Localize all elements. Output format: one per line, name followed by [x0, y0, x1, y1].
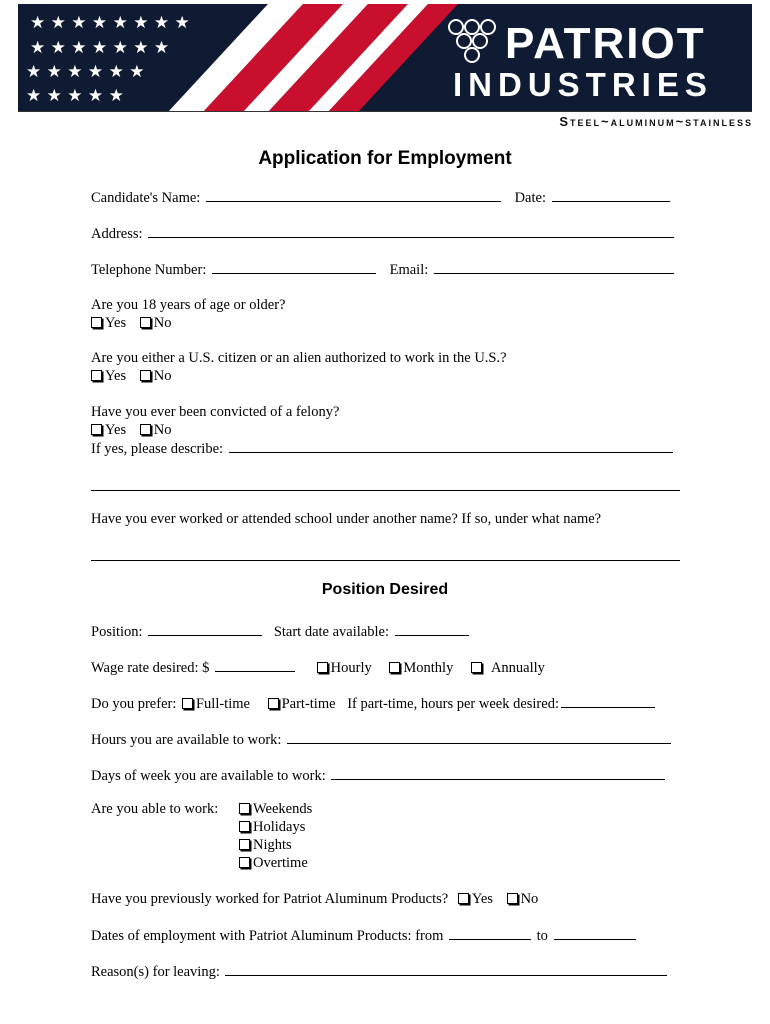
svg-text:★ ★ ★ ★ ★ ★: ★ ★ ★ ★ ★ ★	[26, 62, 145, 82]
annually-checkbox[interactable]	[471, 662, 482, 673]
position-field[interactable]	[148, 622, 262, 636]
hours-available-row	[91, 730, 673, 749]
previously-worked-no-checkbox[interactable]	[507, 893, 518, 904]
part-time-checkbox[interactable]	[268, 698, 279, 709]
hours-available-label: Hours you are available to work:	[91, 732, 282, 748]
citizen-question: Are you either a U.S. citizen or an alien authorized to work in the U.S.?	[91, 350, 507, 366]
position-label: Position:	[91, 624, 143, 640]
overtime-checkbox[interactable]	[239, 857, 250, 868]
citizen-no-label: No	[153, 368, 172, 384]
full-time-checkbox[interactable]	[182, 698, 193, 709]
age-yes-checkbox[interactable]	[91, 317, 102, 328]
section-title-position: Position Desired	[321, 581, 449, 598]
citizen-yes-checkbox[interactable]	[91, 370, 102, 381]
email-label: Email:	[389, 262, 429, 278]
previously-worked-row	[91, 890, 538, 908]
age-options	[91, 314, 171, 332]
candidate-name-label: Candidate's Name:	[91, 190, 201, 206]
holidays-checkbox[interactable]	[239, 821, 250, 832]
monthly-label: Monthly	[403, 660, 454, 676]
telephone-row	[91, 260, 676, 279]
age-question: Are you 18 years of age or older?	[91, 297, 286, 313]
address-row	[91, 224, 676, 243]
holidays-label: Holidays	[253, 819, 306, 835]
overtime-label: Overtime	[253, 855, 308, 871]
candidate-name-field[interactable]	[206, 188, 501, 202]
wage-field[interactable]	[215, 658, 295, 672]
logo-industries: INDUSTRIES	[453, 66, 713, 103]
candidate-name-row	[91, 188, 672, 207]
wage-label: Wage rate desired: $	[91, 660, 210, 676]
part-time-hours-field[interactable]	[561, 694, 655, 708]
hours-available-field[interactable]	[287, 730, 671, 744]
previously-worked-label: Have you previously worked for Patriot Aluminum Products?	[91, 891, 449, 907]
date-field[interactable]	[552, 188, 670, 202]
part-time-label: Part-time	[281, 696, 336, 712]
reasons-leaving-row	[91, 962, 669, 981]
page-title: Application for Employment	[258, 148, 512, 169]
previously-worked-yes-checkbox[interactable]	[458, 893, 469, 904]
header-divider	[18, 111, 752, 112]
felony-describe-label: If yes, please describe:	[91, 441, 224, 457]
felony-no-checkbox[interactable]	[140, 424, 151, 435]
email-field[interactable]	[434, 260, 674, 274]
telephone-field[interactable]	[212, 260, 376, 274]
age-no-label: No	[153, 315, 172, 331]
address-label: Address:	[91, 226, 143, 242]
felony-describe-line-2[interactable]	[91, 490, 680, 491]
felony-describe-field[interactable]	[229, 439, 673, 453]
telephone-label: Telephone Number:	[91, 262, 207, 278]
felony-options	[91, 421, 171, 439]
part-time-hours-label: If part-time, hours per week desired:	[347, 696, 559, 712]
svg-text:★ ★ ★ ★ ★: ★ ★ ★ ★ ★	[26, 86, 124, 106]
dates-employment-label: Dates of employment with Patriot Aluminum Products: from	[91, 928, 444, 944]
overtime-option	[239, 854, 308, 872]
nights-option	[239, 836, 292, 854]
position-row	[91, 622, 471, 641]
citizen-options	[91, 367, 171, 385]
to-label: to	[536, 928, 548, 944]
svg-text:★ ★ ★ ★ ★ ★ ★: ★ ★ ★ ★ ★ ★ ★	[30, 38, 170, 58]
dates-employment-row	[91, 926, 638, 945]
prefer-label: Do you prefer:	[91, 696, 177, 712]
employment-to-field[interactable]	[554, 926, 636, 940]
reasons-leaving-label: Reason(s) for leaving:	[91, 964, 220, 980]
date-label: Date:	[514, 190, 546, 206]
age-no-checkbox[interactable]	[140, 317, 151, 328]
felony-yes-checkbox[interactable]	[91, 424, 102, 435]
other-name-question: Have you ever worked or attended school under another name? If so, under what name?	[91, 511, 602, 527]
monthly-checkbox[interactable]	[389, 662, 400, 673]
full-time-label: Full-time	[195, 696, 250, 712]
felony-describe-row	[91, 439, 675, 458]
reasons-leaving-field[interactable]	[225, 962, 667, 976]
weekends-checkbox[interactable]	[239, 803, 250, 814]
citizen-yes-label: Yes	[105, 368, 127, 384]
start-date-label: Start date available:	[273, 624, 389, 640]
nights-label: Nights	[253, 837, 292, 853]
hourly-label: Hourly	[330, 660, 372, 676]
annually-label: Annually	[490, 660, 545, 676]
hourly-checkbox[interactable]	[317, 662, 328, 673]
logo-patriot: PATRIOT	[505, 19, 706, 68]
start-date-field[interactable]	[395, 622, 469, 636]
address-field[interactable]	[148, 224, 674, 238]
weekends-label: Weekends	[253, 801, 313, 817]
felony-question: Have you ever been convicted of a felony?	[91, 404, 340, 420]
felony-no-label: No	[153, 422, 172, 438]
able-to-work-label: Are you able to work:	[91, 801, 219, 817]
tagline: Steel~aluminum~stainless	[559, 114, 753, 129]
holidays-option	[239, 818, 305, 836]
days-available-row	[91, 766, 667, 785]
other-name-field[interactable]	[91, 560, 680, 561]
wage-row	[91, 658, 545, 677]
employment-from-field[interactable]	[449, 926, 531, 940]
previously-worked-no-label: No	[520, 891, 539, 907]
prefer-row	[91, 694, 657, 713]
nights-checkbox[interactable]	[239, 839, 250, 850]
days-available-field[interactable]	[331, 766, 665, 780]
svg-text:★ ★ ★ ★ ★ ★ ★ ★: ★ ★ ★ ★ ★ ★ ★ ★	[30, 13, 190, 33]
previously-worked-yes-label: Yes	[471, 891, 493, 907]
logo-rings-icon	[449, 20, 495, 62]
citizen-no-checkbox[interactable]	[140, 370, 151, 381]
header-banner	[18, 4, 752, 112]
felony-yes-label: Yes	[105, 422, 127, 438]
weekends-option	[239, 800, 312, 818]
days-available-label: Days of week you are available to work:	[91, 768, 326, 784]
age-yes-label: Yes	[105, 315, 127, 331]
